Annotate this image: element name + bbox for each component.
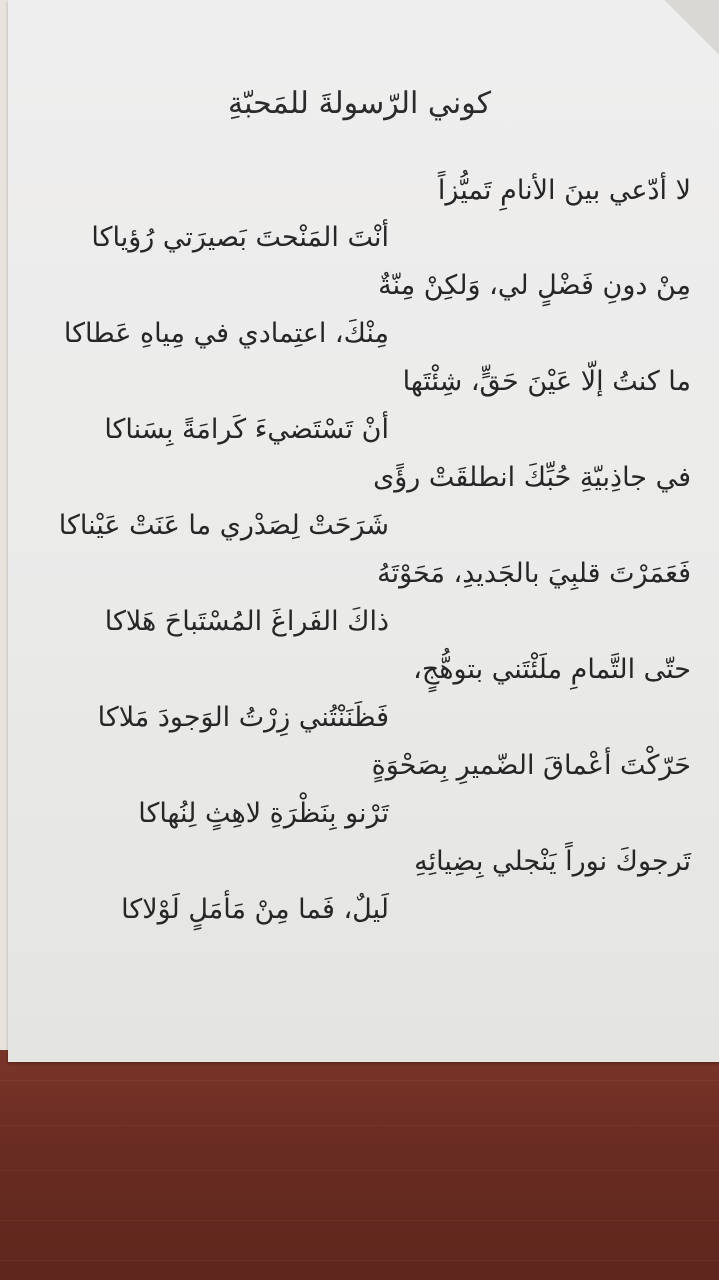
poem-line: تَرْنو بِنَظْرَةِ لاهِثٍ لِنُهاكا: [138, 798, 389, 829]
poem-line: فَعَمَرْتَ قلبِيَ بالجَديدِ، مَحَوْتَهُ: [377, 558, 691, 589]
poem-line: لا أدّعي بينَ الأنامِ تَميُّزاً: [437, 175, 691, 206]
poem-line: لَيلٌ، فَما مِنْ مَأمَلٍ لَوْلاكا: [121, 894, 389, 925]
poem-line: شَرَحَتْ لِصَدْري ما عَنَتْ عَيْناكا: [58, 510, 389, 541]
poem-line: ذاكَ الفَراغَ المُسْتَباحَ هَلاكا: [104, 606, 389, 637]
poem-title: كوني الرّسولةَ للمَحبّةِ: [227, 86, 491, 121]
poem-line: تَرجوكَ نوراً يَنْجلي بِضِيائِهِ: [414, 846, 691, 877]
poem-line: مِنْ دونِ فَضْلٍ لي، وَلكِنْ مِنّةٌ: [378, 270, 691, 301]
poem-line: أنْتَ المَنْحتَ بَصيرَتي رُؤياكا: [91, 222, 389, 253]
paper-corner-fold: [659, 0, 719, 60]
poem-line: حَرّكْتَ أعْماقَ الضّميرِ بِصَحْوَةٍ: [371, 750, 691, 781]
poem-line: فَظَنَنْتُني زِرْتُ الوَجودَ مَلاكا: [97, 702, 389, 733]
poem-line: أنْ تَسْتَضيءَ كَرامَةً بِسَناكا: [104, 414, 389, 445]
poem-line: مِنْكَ، اعتِمادي في مِياهِ عَطاكا: [63, 318, 389, 349]
poem-line: في جاذِبيّةِ حُبِّكَ انطلقَتْ رؤًى: [373, 462, 691, 493]
poem-line: حتّى التَّمامِ ملَئْتَني بتوهُّجٍ،: [413, 654, 691, 685]
poem-line: ما كنتُ إلّا عَيْنَ حَقٍّ، شِئْتَها: [402, 366, 691, 397]
wooden-table: [0, 1050, 719, 1280]
